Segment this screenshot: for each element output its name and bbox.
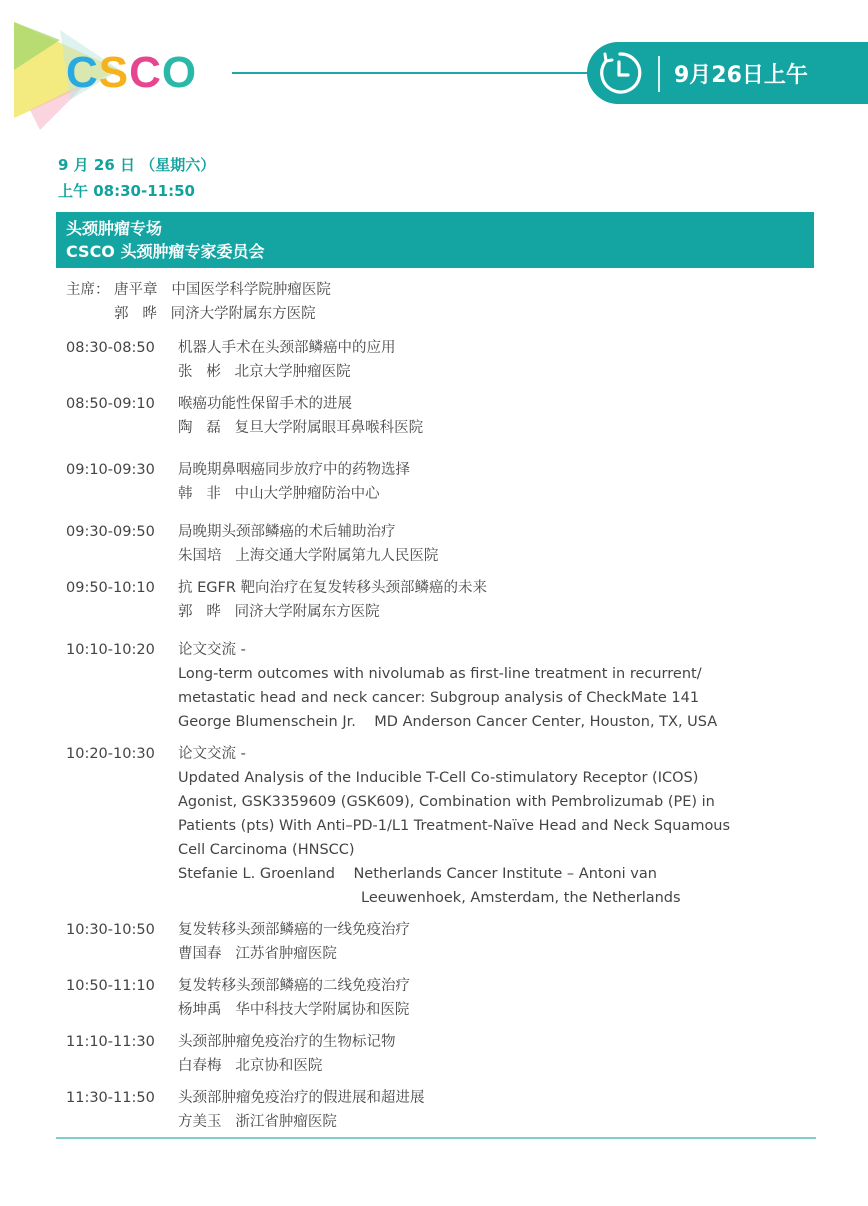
program-list <box>66 278 806 1134</box>
program-item <box>66 576 806 624</box>
chairs-row <box>66 278 806 326</box>
item-time: 09:10-09:30 <box>66 462 155 478</box>
item-title: 复发转移头颈部鳞癌的一线免疫治疗 <box>178 922 410 938</box>
item-speaker: 曹国春 江苏省肿瘤医院 <box>178 946 337 962</box>
program-item <box>66 458 806 506</box>
item-content <box>178 336 806 384</box>
item-title: 局晚期头颈部鳞癌的术后辅助治疗 <box>178 524 396 540</box>
program-item <box>66 638 806 734</box>
program-item <box>66 336 806 384</box>
item-time: 09:50-10:10 <box>66 580 155 596</box>
logo-text: CSCO <box>66 48 198 97</box>
program-item <box>66 742 806 910</box>
chair-2: 郭 晔 同济大学附属东方医院 <box>114 306 316 322</box>
item-speaker: 陶 磊 复旦大学附属眼耳鼻喉科医院 <box>178 420 424 436</box>
item-title: 论文交流 - <box>178 642 246 658</box>
item-speaker: Stefanie L. Groenland Netherlands Cancer Institute – Antoni van <box>178 866 657 882</box>
item-speaker: 方美玉 浙江省肿瘤医院 <box>178 1114 337 1130</box>
chair-1: 唐平章 中国医学科学院肿瘤医院 <box>114 282 331 298</box>
item-content <box>178 1030 806 1078</box>
csco-logo <box>0 0 240 140</box>
item-time: 10:10-10:20 <box>66 642 155 658</box>
item-time: 09:30-09:50 <box>66 524 155 540</box>
item-content <box>178 576 806 624</box>
session-title: 头颈肿瘤专场 <box>66 219 163 238</box>
header-rule <box>232 72 592 74</box>
program-item <box>66 1030 806 1078</box>
session-date: 9 月 26 日 （星期六） <box>58 156 216 174</box>
item-time: 11:30-11:50 <box>66 1090 155 1106</box>
item-title: 论文交流 - <box>178 746 246 762</box>
session-title-bar <box>56 212 814 268</box>
item-content <box>178 918 806 966</box>
item-speaker: 张 彬 北京大学肿瘤医院 <box>178 364 351 380</box>
item-title: 机器人手术在头颈部鳞癌中的应用 <box>178 340 396 356</box>
item-content <box>178 520 806 568</box>
session-time: 上午 08:30-11:50 <box>58 182 195 200</box>
item-title: Cell Carcinoma (HNSCC) <box>178 842 355 858</box>
item-content <box>178 638 806 734</box>
program-item <box>66 918 806 966</box>
clock-icon <box>597 50 643 96</box>
item-time: 10:30-10:50 <box>66 922 155 938</box>
item-content <box>178 458 806 506</box>
item-time: 11:10-11:30 <box>66 1034 155 1050</box>
program-item <box>66 1086 806 1134</box>
item-title: metastatic head and neck cancer: Subgroup analysis of CheckMate 141 <box>178 690 700 706</box>
footer-rule <box>56 1137 816 1139</box>
item-title: 复发转移头颈部鳞癌的二线免疫治疗 <box>178 978 410 994</box>
item-title: Updated Analysis of the Inducible T-Cell Co-stimulatory Receptor (ICOS) <box>178 770 699 786</box>
item-speaker: 朱国培 上海交通大学附属第九人民医院 <box>178 548 439 564</box>
session-datetime <box>58 152 215 204</box>
item-title: 头颈部肿瘤免疫治疗的生物标记物 <box>178 1034 396 1050</box>
item-content <box>178 1086 806 1134</box>
item-speaker: Leeuwenhoek, Amsterdam, the Netherlands <box>361 890 681 906</box>
item-title: Agonist, GSK3359609 (GSK609), Combination with Pembrolizumab (PE) in <box>178 794 715 810</box>
item-time: 10:50-11:10 <box>66 978 155 994</box>
item-title: Long-term outcomes with nivolumab as first-line treatment in recurrent/ <box>178 666 702 682</box>
item-speaker: 郭 晔 同济大学附属东方医院 <box>178 604 380 620</box>
chairs-label: 主席： <box>66 282 110 298</box>
item-speaker: George Blumenschein Jr. MD Anderson Cancer Center, Houston, TX, USA <box>178 714 718 730</box>
chairs-content <box>114 278 806 326</box>
item-content <box>178 742 806 910</box>
pill-divider <box>658 56 660 92</box>
item-title: 局晚期鼻咽癌同步放疗中的药物选择 <box>178 462 410 478</box>
header-date-label: 9月26日上午 <box>674 63 808 88</box>
session-committee: CSCO 头颈肿瘤专家委员会 <box>66 242 265 261</box>
item-content <box>178 392 806 440</box>
item-content <box>178 974 806 1022</box>
item-speaker: 韩 非 中山大学肿瘤防治中心 <box>178 486 380 502</box>
program-item <box>66 392 806 440</box>
item-time: 10:20-10:30 <box>66 746 155 762</box>
item-time: 08:30-08:50 <box>66 340 155 356</box>
item-title: Patients (pts) With Anti–PD-1/L1 Treatment-Naïve Head and Neck Squamous <box>178 818 731 834</box>
item-speaker: 杨坤禹 华中科技大学附属协和医院 <box>178 1002 410 1018</box>
program-item <box>66 520 806 568</box>
item-speaker: 白春梅 北京协和医院 <box>178 1058 323 1074</box>
program-item <box>66 974 806 1022</box>
item-time: 08:50-09:10 <box>66 396 155 412</box>
item-title: 头颈部肿瘤免疫治疗的假进展和超进展 <box>178 1090 425 1106</box>
item-title: 喉癌功能性保留手术的进展 <box>178 396 352 412</box>
item-title: 抗 EGFR 靶向治疗在复发转移头颈部鳞癌的未来 <box>178 580 488 596</box>
